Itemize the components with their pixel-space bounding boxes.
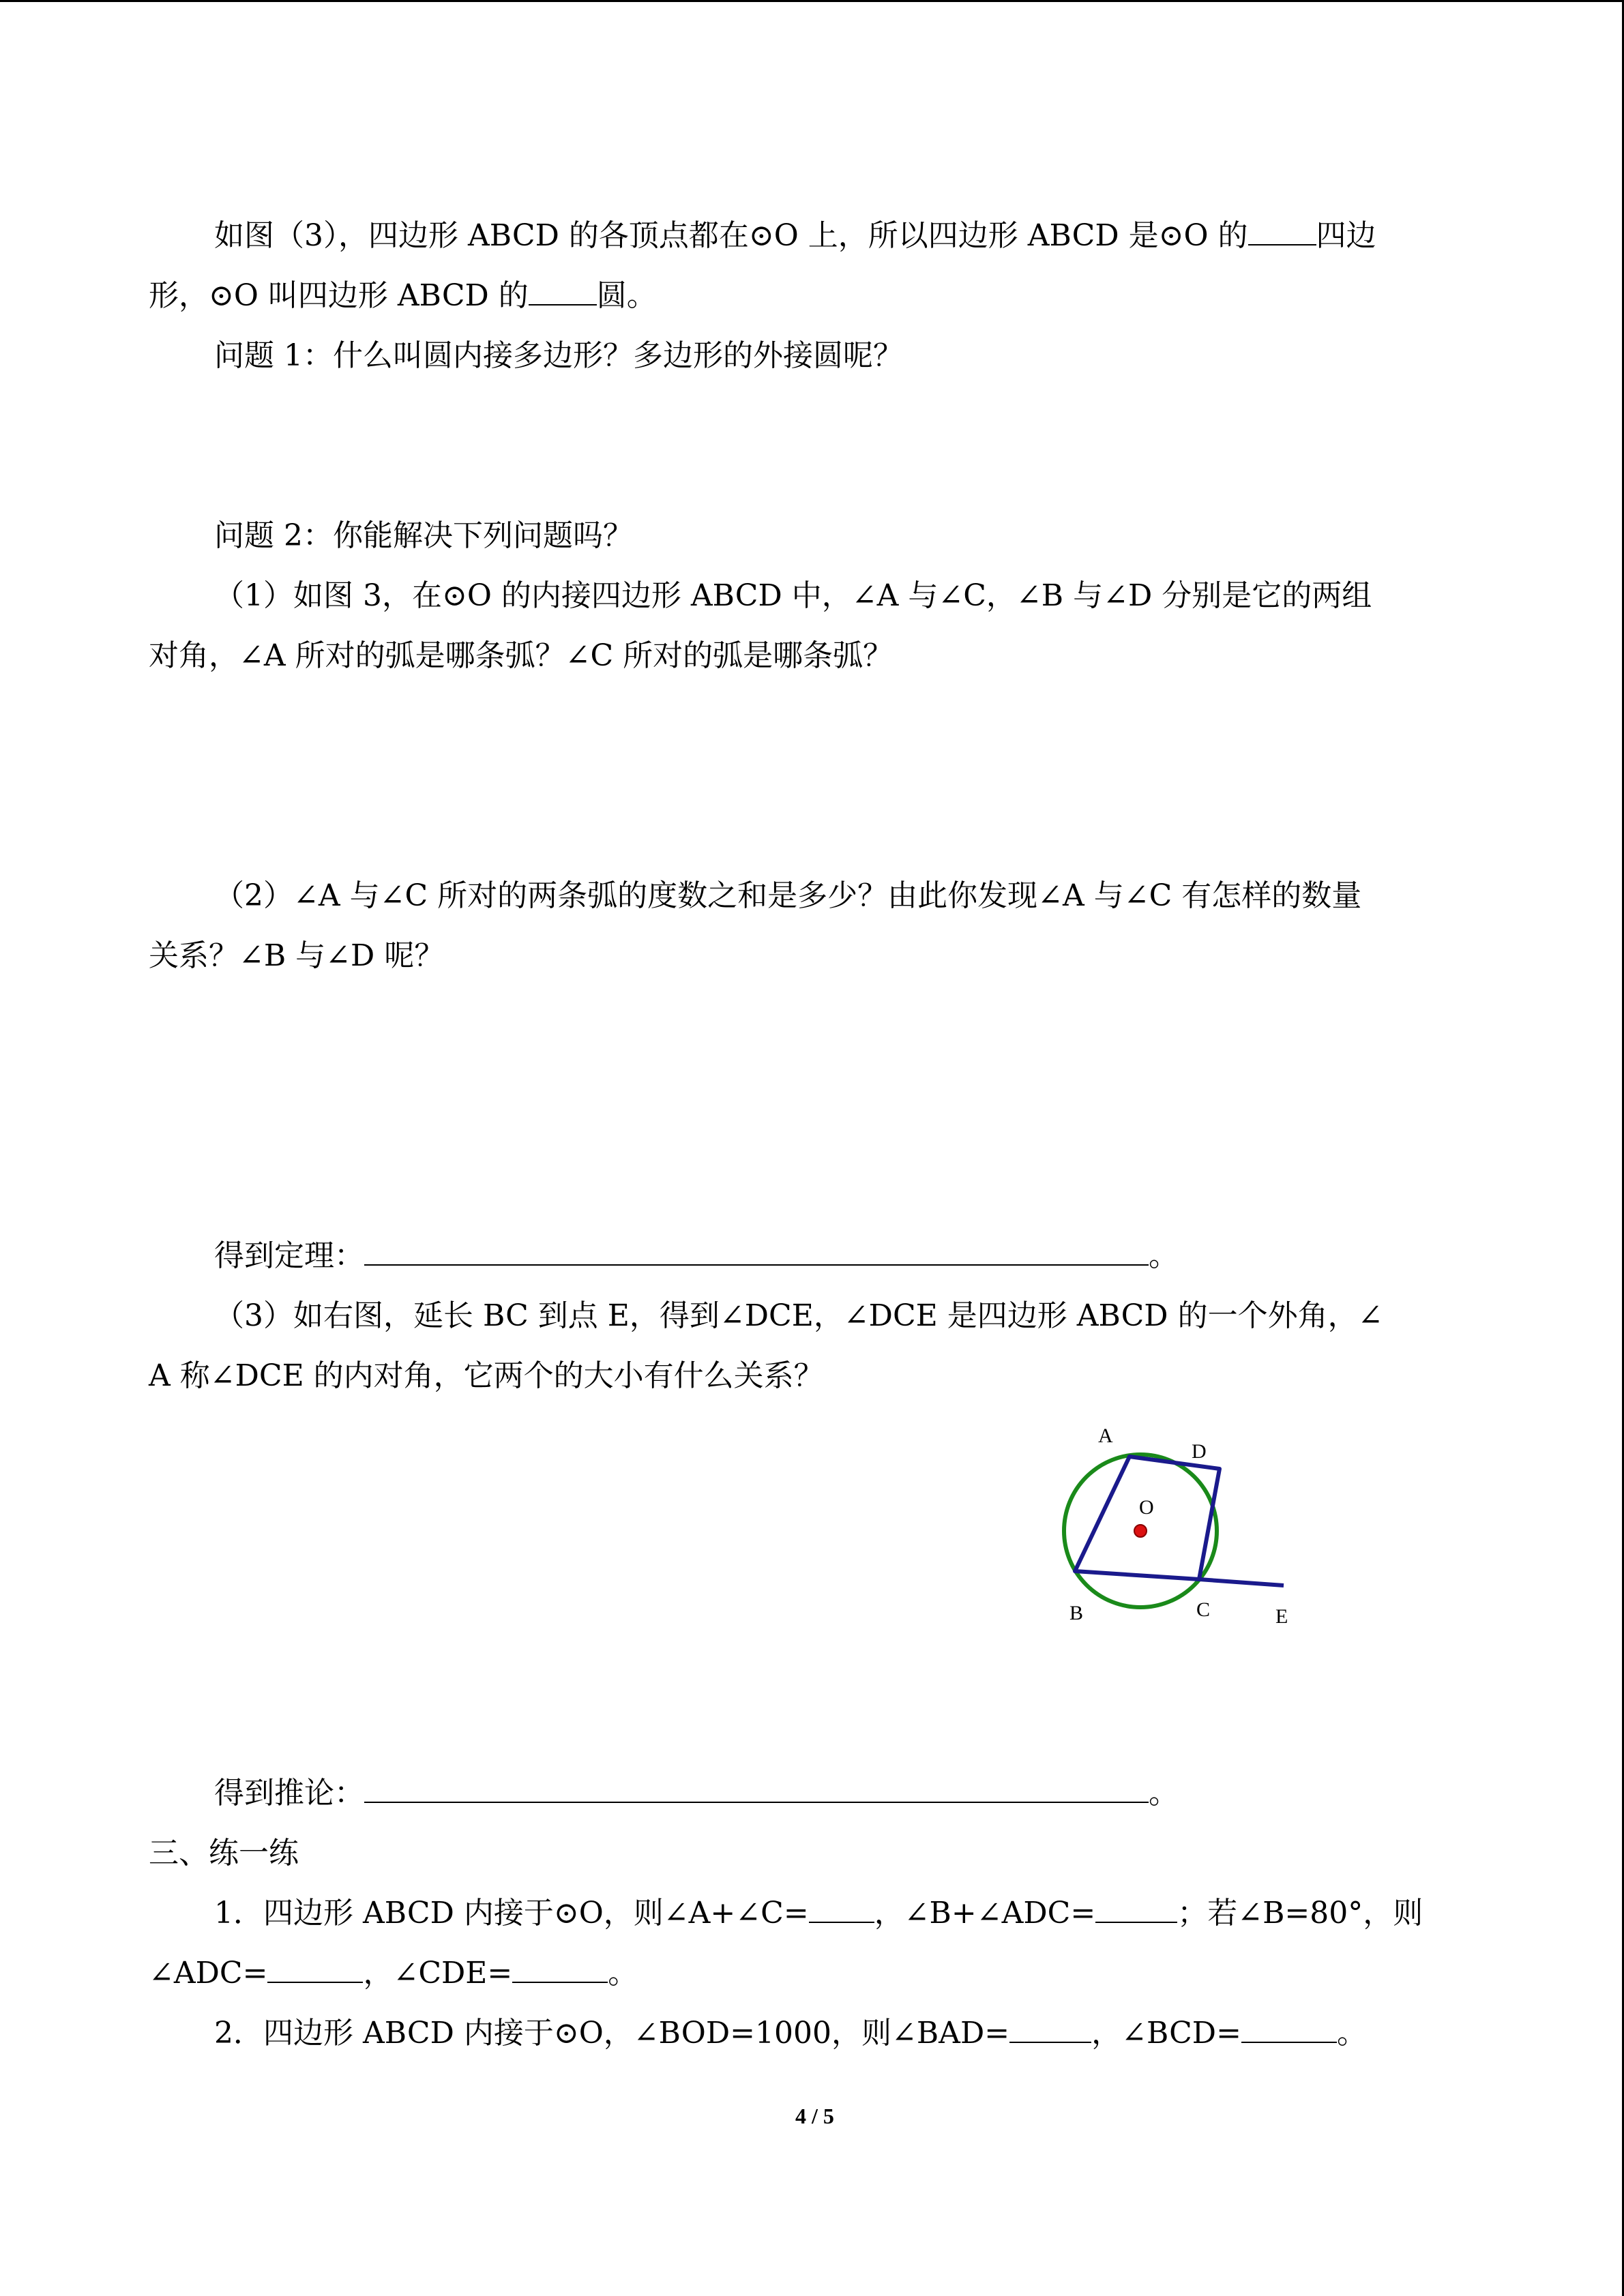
label-a: A: [1098, 1425, 1113, 1447]
question-2-3-line: （3）如右图，延长 BC 到点 E，得到∠DCE，∠DCE 是四边形 ABCD 的一个外角，∠: [214, 1298, 1383, 1333]
answer-blank[interactable]: [512, 1954, 608, 1983]
label-d: D: [1192, 1440, 1207, 1463]
exercise-2-line: 2．四边形 ABCD 内接于⊙O，∠BOD=1000，则∠BAD= ，∠BCD= 。: [214, 2016, 1367, 2051]
label-c: C: [1196, 1598, 1211, 1621]
page-number: 4 / 5: [795, 2104, 834, 2128]
answer-blank[interactable]: [1248, 217, 1316, 245]
line-ce: [1199, 1579, 1284, 1585]
section-heading: 三、练一练: [149, 1836, 299, 1870]
theorem-blank[interactable]: [364, 1237, 1149, 1266]
answer-blank[interactable]: [1241, 2014, 1337, 2043]
label-e: E: [1275, 1605, 1288, 1628]
question-2-2-line: （2）∠A 与∠C 所对的两条弧的度数之和是多少？由此你发现∠A 与∠C 有怎样的数量: [214, 878, 1362, 913]
question-2-1-line: 对角，∠A 所对的弧是哪条弧？∠C 所对的弧是哪条弧？: [149, 638, 894, 673]
theorem-line: 得到定理： 。: [214, 1238, 1179, 1273]
paragraph-line: 形，⊙O 叫四边形 ABCD 的 圆。: [149, 278, 657, 313]
center-point: [1134, 1525, 1147, 1537]
answer-blank[interactable]: [529, 277, 597, 305]
answer-blank[interactable]: [267, 1954, 363, 1983]
paragraph-line: 如图（3），四边形 ABCD 的各顶点都在⊙O 上，所以四边形 ABCD 是⊙O 的 四边: [214, 218, 1376, 253]
answer-blank[interactable]: [1009, 2014, 1091, 2043]
top-border: [0, 0, 1624, 2]
corollary-blank[interactable]: [364, 1774, 1149, 1803]
corollary-line: 得到推论： 。: [214, 1776, 1179, 1810]
question-1: 问题 1：什么叫圆内接多边形？多边形的外接圆呢？: [214, 338, 903, 373]
answer-blank[interactable]: [809, 1894, 874, 1923]
question-2: 问题 2：你能解决下列问题吗？: [214, 518, 633, 553]
label-o: O: [1139, 1496, 1154, 1519]
cyclic-quadrilateral-figure: [1044, 1412, 1303, 1637]
exercise-1-line: 1．四边形 ABCD 内接于⊙O，则∠A+∠C= ，∠B+∠ADC= ；若∠B=80°，则: [214, 1896, 1423, 1930]
question-2-3-line: A 称∠DCE 的内对角，它两个的大小有什么关系？: [149, 1358, 824, 1393]
question-2-1-line: （1）如图 3，在⊙O 的内接四边形 ABCD 中，∠A 与∠C，∠B 与∠D 分别是它的两组: [214, 578, 1372, 613]
answer-blank[interactable]: [1095, 1894, 1177, 1923]
label-b: B: [1069, 1602, 1084, 1624]
exercise-1-line: ∠ADC= ，∠CDE= 。: [149, 1956, 638, 1991]
question-2-2-line: 关系？∠B 与∠D 呢？: [149, 938, 445, 973]
